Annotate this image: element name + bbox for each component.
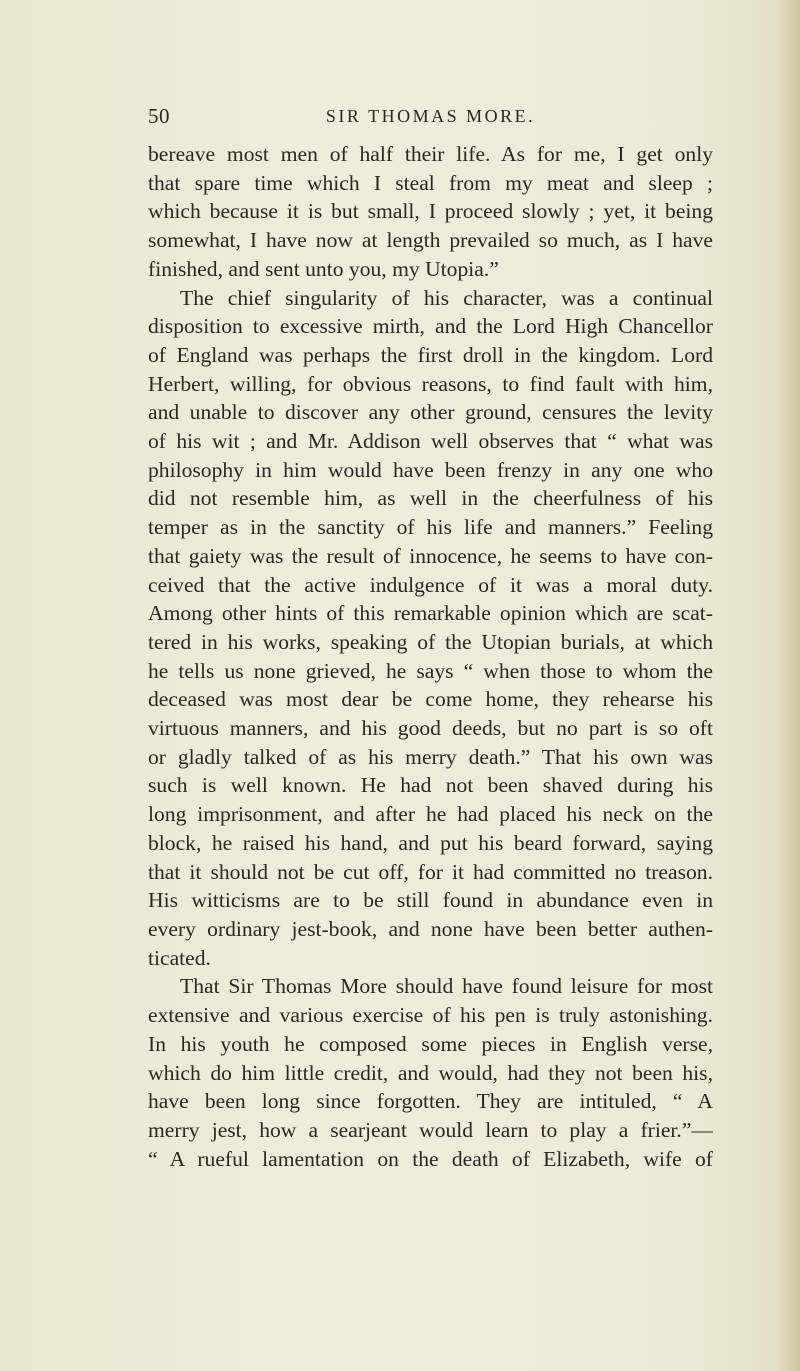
text-line: merry jest, how a searjeant would learn to play a frier.”— [148, 1117, 713, 1142]
text-line: Herbert, willing, for obvious reasons, to find fault with him, [148, 371, 713, 396]
text-line: that spare time which I steal from my meat and sleep ; [148, 170, 713, 195]
text-line: ceived that the active indulgence of it was a moral duty. [148, 572, 713, 597]
text-line: That Sir Thomas More should have found leisure for most [180, 974, 713, 999]
body-text [148, 140, 713, 1173]
text-line: and unable to discover any other ground, censures the levity [148, 400, 713, 425]
text-line: extensive and various exercise of his pen is truly astonishing. [148, 1003, 713, 1028]
text-line: which because it is but small, I proceed slowly ; yet, it being [148, 199, 713, 224]
text-line: such is well known. He had not been shaved during his [148, 773, 713, 798]
text-line: that it should not be cut off, for it had committed no treason. [148, 859, 713, 884]
text-line: long imprisonment, and after he had placed his neck on the [148, 802, 713, 827]
text-line: disposition to excessive mirth, and the Lord High Chancellor [148, 314, 713, 339]
paragraph [148, 140, 713, 284]
text-line: block, he raised his hand, and put his beard forward, saying [148, 830, 713, 855]
text-line: ticated. [148, 945, 211, 970]
text-line: bereave most men of half their life. As for me, I get only [148, 142, 713, 166]
text-line: philosophy in him would have been frenzy in any one who [148, 457, 713, 482]
text-line: finished, and sent unto you, my Utopia.” [148, 256, 499, 281]
text-line: have been long since forgotten. They are intituled, “ A [148, 1089, 713, 1114]
text-line: of England was perhaps the first droll in the kingdom. Lord [148, 342, 713, 367]
page-number: 50 [148, 104, 170, 128]
page-edge-shadow [778, 0, 800, 1371]
running-title: SIR THOMAS MORE. [325, 106, 536, 126]
text-line: that gaiety was the result of innocence, he seems to have con- [148, 543, 713, 568]
text-line: of his wit ; and Mr. Addison well observes that “ what was [148, 429, 713, 454]
text-line: The chief singularity of his character, was a continual [180, 285, 713, 310]
page-header [148, 104, 713, 134]
text-line: which do him little credit, and would, had they not been his, [148, 1060, 713, 1085]
text-line: Among other hints of this remarkable opinion which are scat- [148, 601, 713, 626]
text-line: “ A rueful lamentation on the death of Elizabeth, wife of [148, 1146, 713, 1171]
paragraph [148, 972, 713, 1173]
text-line: or gladly talked of as his merry death.” That his own was [148, 744, 713, 769]
paragraph [148, 284, 713, 973]
text-line: In his youth he composed some pieces in English verse, [148, 1031, 713, 1056]
text-line: temper as in the sanctity of his life and manners.” Feeling [148, 515, 713, 540]
text-line: deceased was most dear be come home, they rehearse his [148, 687, 713, 712]
text-line: every ordinary jest-book, and none have been better authen- [148, 916, 713, 941]
text-line: somewhat, I have now at length prevailed so much, as I have [148, 228, 713, 253]
text-line: His witticisms are to be still found in abundance even in [148, 888, 713, 913]
text-line: he tells us none grieved, he says “ when those to whom the [148, 658, 713, 683]
text-line: tered in his works, speaking of the Utopian burials, at which [148, 629, 713, 654]
text-line: virtuous manners, and his good deeds, but no part is so oft [148, 716, 713, 741]
text-line: did not resemble him, as well in the cheerfulness of his [148, 486, 713, 511]
